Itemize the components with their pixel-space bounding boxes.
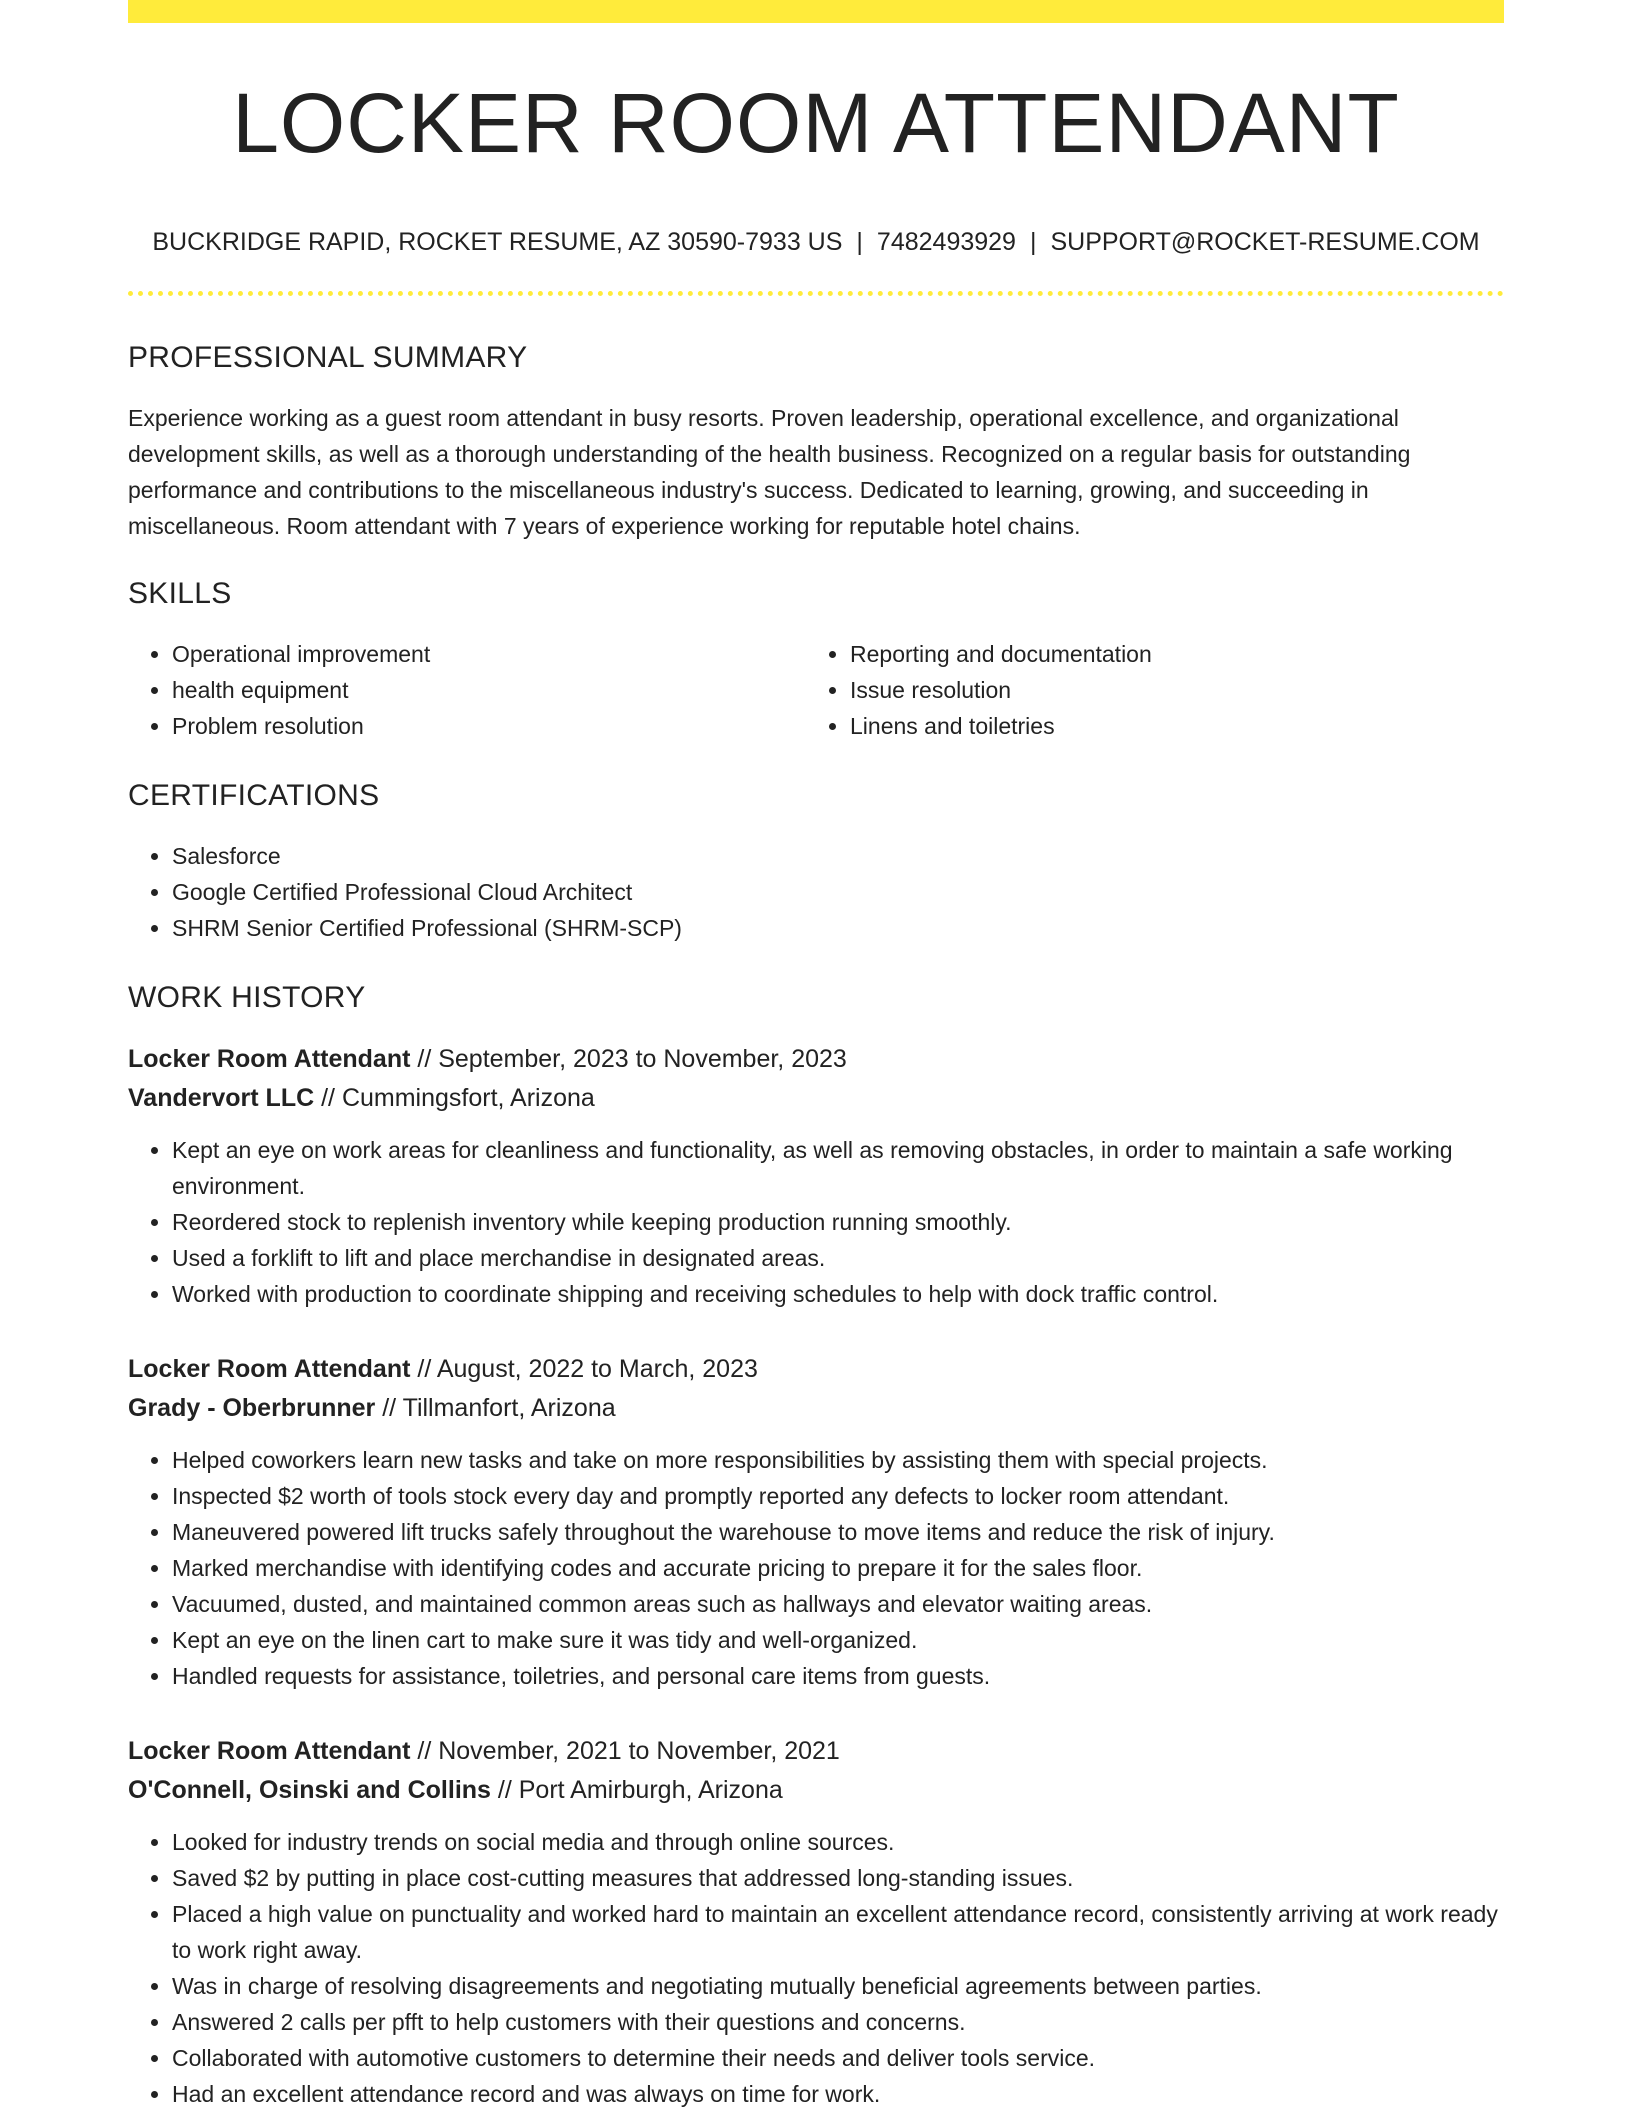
job-role: Locker Room Attendant bbox=[128, 1355, 411, 1383]
job-dates: // November, 2021 to November, 2021 bbox=[410, 1737, 840, 1765]
job-company: Grady - Oberbrunner bbox=[128, 1394, 376, 1422]
skills-list-left bbox=[128, 636, 806, 744]
job-bullet: • Had an excellent attendance record and was always on time for work. bbox=[172, 2076, 1504, 2112]
job-bullet: • Kept an eye on the linen cart to make sure it was tidy and well-organized. bbox=[172, 1622, 1504, 1658]
job-bullet: • Helped coworkers learn new tasks and take on more responsibilities by assisting them with special projects. bbox=[172, 1442, 1504, 1478]
skill-item: • Reporting and documentation bbox=[850, 636, 1484, 672]
job-company-line bbox=[128, 1771, 1504, 1810]
skill-item: • health equipment bbox=[172, 672, 806, 708]
skill-item: • Linens and toiletries bbox=[850, 708, 1484, 744]
job-dates: // August, 2022 to March, 2023 bbox=[410, 1355, 758, 1383]
skill-item: • Operational improvement bbox=[172, 636, 806, 672]
certification-item: • Salesforce bbox=[172, 838, 1504, 874]
job-entry bbox=[128, 1350, 1504, 1694]
certification-item: • Google Certified Professional Cloud Architect bbox=[172, 874, 1504, 910]
job-company: O'Connell, Osinski and Collins bbox=[128, 1776, 491, 1804]
contact-line bbox=[128, 227, 1504, 257]
job-bullet: • Worked with production to coordinate shipping and receiving schedules to help with dock traffic control. bbox=[172, 1276, 1504, 1312]
skills-heading: SKILLS bbox=[128, 577, 232, 610]
job-dates: // September, 2023 to November, 2023 bbox=[410, 1045, 847, 1073]
job-bullet: • Kept an eye on work areas for cleanliness and functionality, as well as removing obstacles, in order to maintain a safe working environment. bbox=[172, 1132, 1504, 1204]
job-bullets bbox=[128, 1824, 1504, 2112]
job-role: Locker Room Attendant bbox=[128, 1737, 411, 1765]
contact-phone: 7482493929 bbox=[876, 228, 1016, 256]
skill-item: • Problem resolution bbox=[172, 708, 806, 744]
skills-list-right bbox=[806, 636, 1484, 744]
certifications-list bbox=[128, 838, 1504, 946]
contact-separator: | bbox=[1029, 228, 1037, 256]
job-bullet: • Collaborated with automotive customers to determine their needs and deliver tools service. bbox=[172, 2040, 1504, 2076]
job-bullets bbox=[128, 1132, 1504, 1312]
job-bullet: • Handled requests for assistance, toiletries, and personal care items from guests. bbox=[172, 1658, 1504, 1694]
job-bullet: • Inspected $2 worth of tools stock every day and promptly reported any defects to locker room attendant. bbox=[172, 1478, 1504, 1514]
job-bullet: • Used a forklift to lift and place merchandise in designated areas. bbox=[172, 1240, 1504, 1276]
contact-email: SUPPORT@ROCKET-RESUME.COM bbox=[1050, 228, 1480, 256]
job-bullet: • Answered 2 calls per pfft to help customers with their questions and concerns. bbox=[172, 2004, 1504, 2040]
resume-page bbox=[128, 0, 1504, 2112]
job-bullet: • Placed a high value on punctuality and worked hard to maintain an excellent attendance record, consistently arriving at work ready to work right away. bbox=[172, 1896, 1504, 1968]
job-bullet: • Maneuvered powered lift trucks safely throughout the warehouse to move items and reduce the risk of injury. bbox=[172, 1514, 1504, 1550]
job-location: // Cummingsfort, Arizona bbox=[314, 1084, 595, 1112]
certifications-heading: CERTIFICATIONS bbox=[128, 779, 380, 812]
job-location: // Tillmanfort, Arizona bbox=[375, 1394, 616, 1422]
job-role-line bbox=[128, 1040, 1504, 1079]
job-bullet: • Saved $2 by putting in place cost-cutting measures that addressed long-standing issues. bbox=[172, 1860, 1504, 1896]
accent-top-bar bbox=[128, 0, 1504, 23]
dotted-divider bbox=[128, 291, 1504, 296]
job-entry bbox=[128, 1040, 1504, 1312]
job-location: // Port Amirburgh, Arizona bbox=[490, 1776, 783, 1804]
skills-grid bbox=[128, 636, 1504, 744]
work-history-heading: WORK HISTORY bbox=[128, 981, 366, 1014]
job-entry bbox=[128, 1732, 1504, 2112]
job-role: Locker Room Attendant bbox=[128, 1045, 411, 1073]
certification-item: • SHRM Senior Certified Professional (SHRM-SCP) bbox=[172, 910, 1504, 946]
job-company-line bbox=[128, 1079, 1504, 1118]
contact-address: BUCKRIDGE RAPID, ROCKET RESUME, AZ 30590-7933 US bbox=[152, 228, 843, 256]
job-bullets bbox=[128, 1442, 1504, 1694]
job-company-line bbox=[128, 1389, 1504, 1428]
job-bullet: • Was in charge of resolving disagreements and negotiating mutually beneficial agreements between parties. bbox=[172, 1968, 1504, 2004]
job-bullet: • Vacuumed, dusted, and maintained common areas such as hallways and elevator waiting areas. bbox=[172, 1586, 1504, 1622]
job-role-line bbox=[128, 1350, 1504, 1389]
job-bullet: • Looked for industry trends on social media and through online sources. bbox=[172, 1824, 1504, 1860]
job-bullet: • Marked merchandise with identifying codes and accurate pricing to prepare it for the sales floor. bbox=[172, 1550, 1504, 1586]
job-company: Vandervort LLC bbox=[128, 1084, 315, 1112]
summary-heading: PROFESSIONAL SUMMARY bbox=[128, 341, 528, 374]
contact-separator: | bbox=[856, 228, 863, 256]
job-bullet: • Reordered stock to replenish inventory while keeping production running smoothly. bbox=[172, 1204, 1504, 1240]
resume-name: LOCKER ROOM ATTENDANT bbox=[232, 76, 1400, 170]
skill-item: • Issue resolution bbox=[850, 672, 1484, 708]
job-role-line bbox=[128, 1732, 1504, 1771]
summary-text: Experience working as a guest room attendant in busy resorts. Proven leadership, operational excellence, and organizational development skills, as well as a thorough understanding of the health business. Recognized on a regular basis for outstanding performance and contributions to the miscellaneous industry's success. Dedicated to learning, growing, and succeeding in miscellaneous. Room attendant with 7 years of experience working for reputable hotel chains. bbox=[128, 405, 1411, 539]
